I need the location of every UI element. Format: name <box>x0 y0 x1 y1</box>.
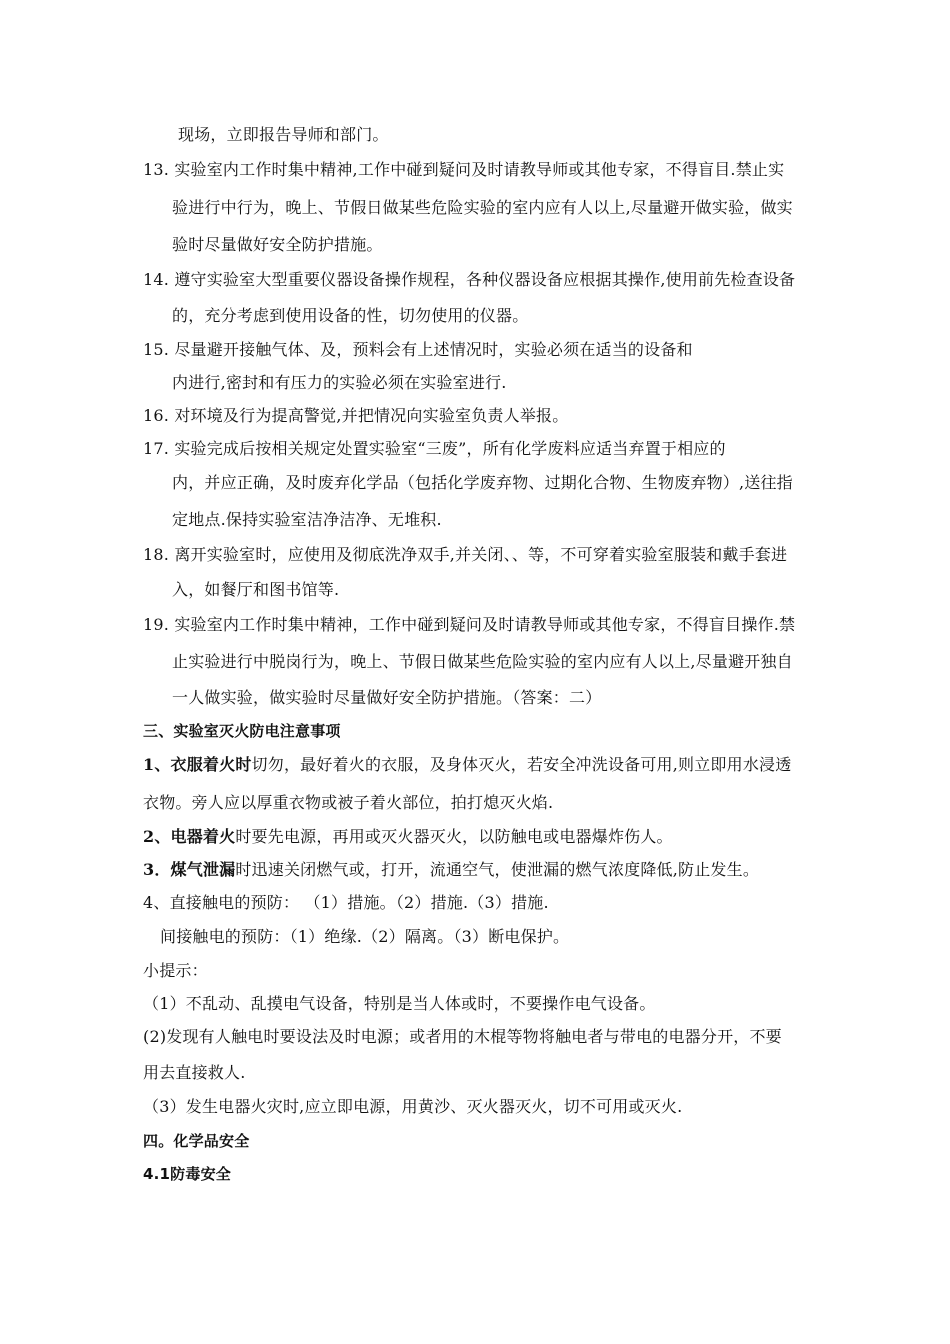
text-line: 现场，立即报告导师和部门。 <box>178 125 389 144</box>
list-item-16: 16. 对环境及行为提高警觉,并把情况向实验室负责人举报。 <box>143 406 569 425</box>
fire-item-2 <box>143 827 673 847</box>
text-line: 定地点.保持实验室洁净洁净、无堆积. <box>172 510 442 529</box>
line-body: 时迅速关闭燃气或，打开，流通空气，使泄漏的燃气浓度降低,防止发生。 <box>235 860 760 879</box>
text-line: 验时尽量做好安全防护措施。 <box>172 235 383 254</box>
list-item-15: 15. 尽量避开接触气体、及，预料会有上述情况时，实验必须在适当的设备和 <box>143 340 693 359</box>
fire-item-3 <box>143 860 759 880</box>
line-body: 切勿，最好着火的衣服，及身体灭火，若安全冲洗设备可用,则立即用水浸透 <box>251 755 792 774</box>
tip-item: （3）发生电器火灾时,应立即电源，用黄沙、灭火器灭火，切不可用或灭火. <box>143 1097 683 1116</box>
text-line: 内，并应正确，及时废弃化学品（包括化学废弃物、过期化合物、生物废弃物）,送往指 <box>172 473 793 492</box>
tip-item: （1）不乱动、乱摸电气设备，特别是当人体或时，不要操作电气设备。 <box>143 994 656 1013</box>
list-item-18: 18. 离开实验室时，应使用及彻底洗净双手,并关闭、、等，不可穿着实验室服装和戴手套进 <box>143 545 788 564</box>
section-heading-4: 四。化学品安全 <box>143 1132 250 1150</box>
bold-lead: 2、电器着火 <box>143 827 236 846</box>
text-line: 间接触电的预防：（1）绝缘.（2）隔离。（3）断电保护。 <box>160 927 570 946</box>
list-item-17: 17. 实验完成后按相关规定处置实验室“三废”，所有化学废料应适当弃置于相应的 <box>143 439 726 458</box>
text-line: 用去直接救人. <box>143 1063 246 1082</box>
bold-lead: 1、衣服着火时 <box>143 755 252 774</box>
text-line: 的，充分考虑到使用设备的性，切勿使用的仪器。 <box>172 306 529 325</box>
text-line: 衣物。旁人应以厚重衣物或被子着火部位，拍打熄灭火焰. <box>143 793 554 812</box>
text-line: 内进行,密封和有压力的实验必须在实验室进行. <box>172 373 507 392</box>
list-item-13: 13. 实验室内工作时集中精神,工作中碰到疑问及时请教导师或其他专家，不得盲目.禁止实 <box>143 160 785 179</box>
list-item-19: 19. 实验室内工作时集中精神，工作中碰到疑问及时请教导师或其他专家，不得盲目操作.禁 <box>143 615 796 634</box>
fire-item-4: 4、直接触电的预防： （1）措施。（2）措施.（3）措施. <box>143 893 549 912</box>
text-line: 一人做实验，做实验时尽量做好安全防护措施。（答案：二） <box>172 688 602 707</box>
tip-item: (2)发现有人触电时要设法及时电源；或者用的木棍等物将触电者与带电的电器分开，不要 <box>143 1027 782 1046</box>
bold-lead: 3．煤气泄漏 <box>143 860 236 879</box>
list-item-14: 14. 遵守实验室大型重要仪器设备操作规程，各种仪器设备应根据其操作,使用前先检查设备 <box>143 270 796 289</box>
tips-label: 小提示： <box>143 961 208 980</box>
text-line: 入，如餐厅和图书馆等. <box>172 580 340 599</box>
line-body: 时要先电源，再用或灭火器灭火，以防触电或电器爆炸伤人。 <box>235 827 673 846</box>
subsection-heading: 4.1防毒安全 <box>143 1165 231 1183</box>
text-line: 止实验进行中脱岗行为，晚上、节假日做某些危险实验的室内应有人以上,尽量避开独自 <box>172 652 793 671</box>
fire-item-1 <box>143 755 791 775</box>
text-line: 验进行中行为，晚上、节假日做某些危险实验的室内应有人以上,尽量避开做实验，做实 <box>172 198 793 217</box>
section-heading-3: 三、实验室灭火防电注意事项 <box>143 722 341 740</box>
